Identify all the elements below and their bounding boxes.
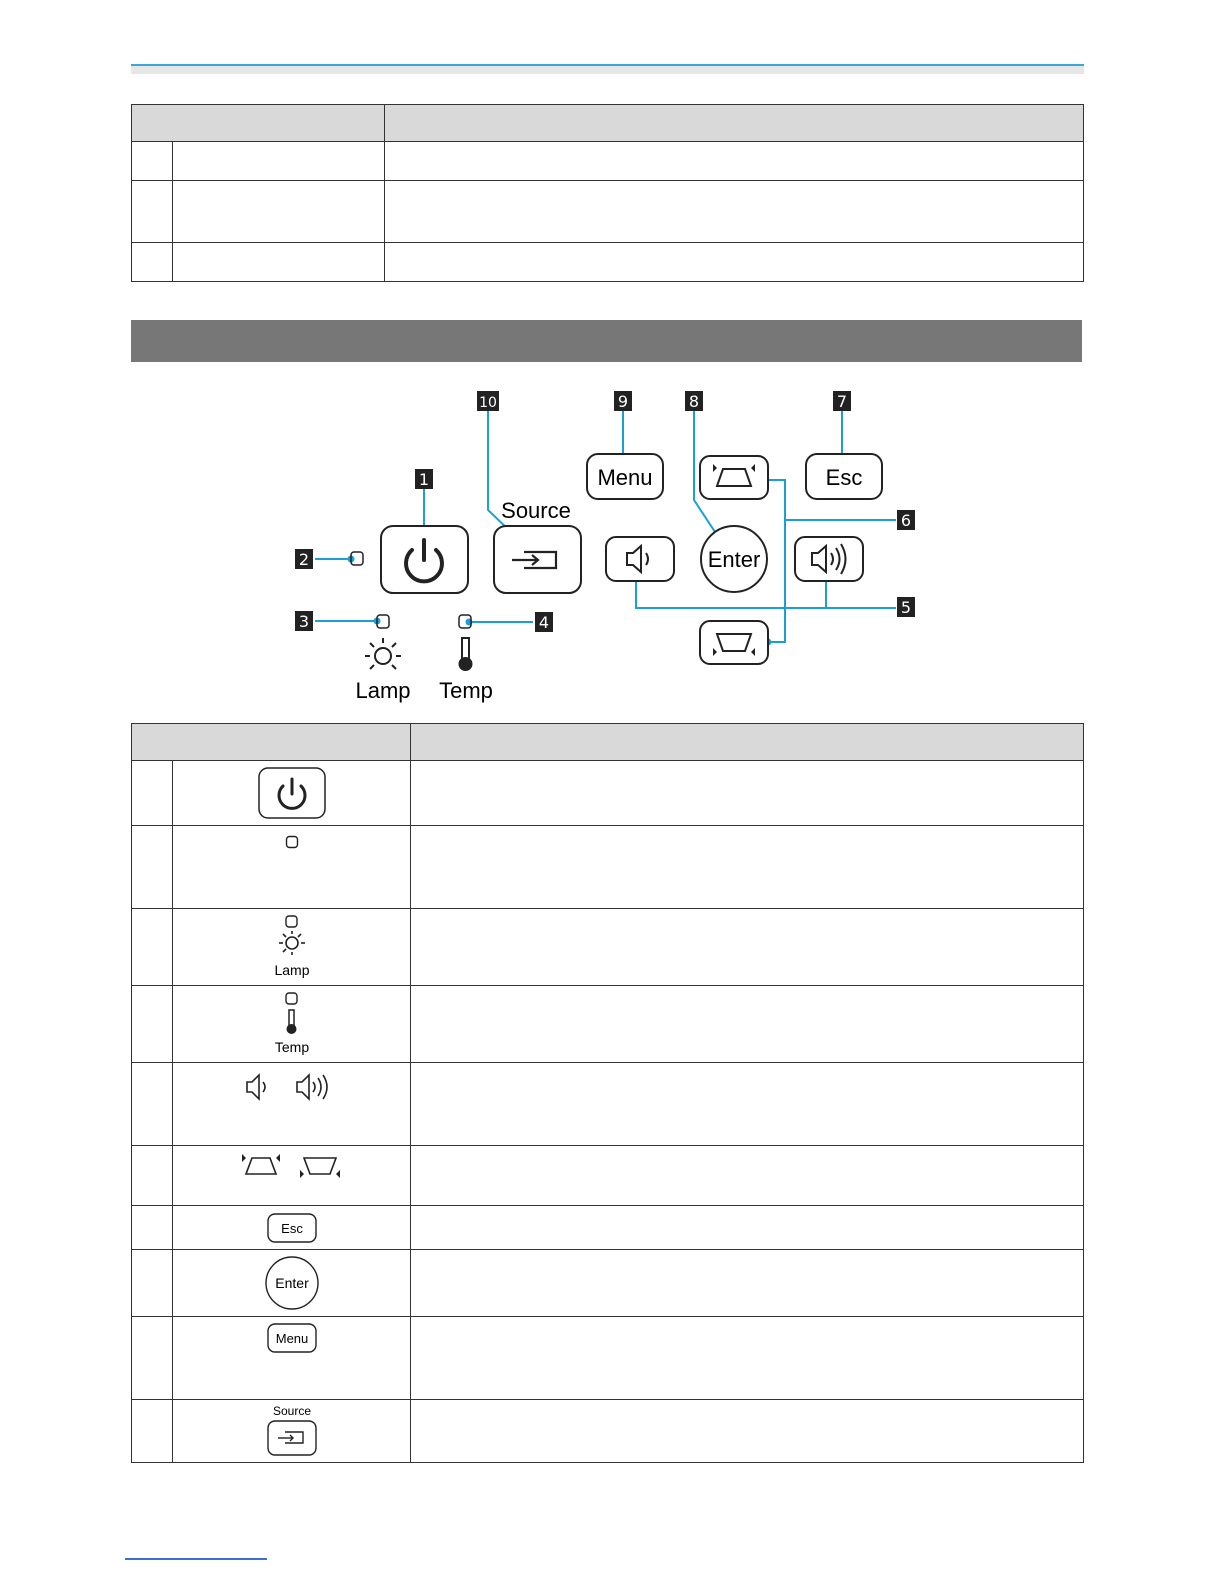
enter-button[interactable] xyxy=(701,526,767,592)
temp-row-label: Temp xyxy=(274,1039,309,1055)
table-row xyxy=(132,181,1084,243)
svg-text:1: 1 xyxy=(418,470,430,489)
table-row xyxy=(132,1063,1084,1146)
source-label: Source xyxy=(501,498,571,523)
table-row xyxy=(132,986,1084,1063)
svg-text:9: 9 xyxy=(617,392,629,411)
menu-button[interactable] xyxy=(587,454,663,499)
svg-text:8: 8 xyxy=(688,392,700,411)
control-panel-parts-table xyxy=(131,723,1084,1463)
callout-badge-10 xyxy=(477,391,499,411)
header-name-cell xyxy=(132,105,385,142)
table-row xyxy=(132,1250,1084,1317)
temp-indicator-icon xyxy=(262,991,322,1057)
callout-badge-4 xyxy=(535,612,553,632)
parts-table-top xyxy=(131,104,1084,282)
svg-text:Enter: Enter xyxy=(707,547,761,572)
power-indicator-icon xyxy=(285,835,299,849)
source-button[interactable] xyxy=(494,526,581,593)
callout-badge-5 xyxy=(897,597,915,617)
table-row xyxy=(132,1206,1084,1250)
svg-text:Menu: Menu xyxy=(275,1331,308,1346)
svg-text:2: 2 xyxy=(298,550,310,569)
table-header-row xyxy=(132,105,1084,142)
svg-text:Enter: Enter xyxy=(274,1275,309,1291)
esc-button[interactable] xyxy=(806,454,882,499)
svg-text:4: 4 xyxy=(538,613,550,632)
volume-buttons-icon xyxy=(242,1071,342,1103)
enter-button-icon xyxy=(263,1254,321,1312)
table-row xyxy=(132,909,1084,986)
callout-badge-3 xyxy=(295,611,313,631)
svg-text:Source: Source xyxy=(272,1404,311,1418)
svg-text:Esc: Esc xyxy=(280,1220,303,1236)
table-row xyxy=(132,1146,1084,1206)
page-header-rule xyxy=(131,64,1084,74)
table-row xyxy=(132,1400,1084,1463)
table-row xyxy=(132,761,1084,826)
menu-button-icon xyxy=(266,1322,318,1354)
callout-badge-7 xyxy=(833,391,851,411)
svg-text:6: 6 xyxy=(900,511,912,530)
svg-text:Esc: Esc xyxy=(825,465,863,490)
keystone-down-button[interactable] xyxy=(700,621,768,664)
volume-down-button[interactable] xyxy=(606,537,674,581)
callout-badge-9 xyxy=(614,391,632,411)
svg-text:5: 5 xyxy=(900,598,912,617)
volume-up-button[interactable] xyxy=(795,537,863,581)
lamp-indicator-icon xyxy=(262,914,322,980)
table-row xyxy=(132,1317,1084,1400)
callout-badge-1 xyxy=(415,469,433,489)
header-name-cell xyxy=(132,724,411,761)
header-function-cell xyxy=(411,724,1084,761)
keystone-buttons-icon xyxy=(240,1152,344,1180)
svg-text:3: 3 xyxy=(298,612,310,631)
table-row xyxy=(132,142,1084,181)
lamp-row-label: Lamp xyxy=(273,962,310,978)
callout-badge-2 xyxy=(295,549,313,569)
control-panel-diagram xyxy=(131,380,931,710)
source-button-icon xyxy=(265,1403,319,1459)
temp-icon xyxy=(459,638,473,671)
power-button[interactable] xyxy=(381,526,468,593)
keystone-up-button[interactable] xyxy=(700,456,768,499)
table-header-row xyxy=(132,724,1084,761)
callout-badge-6 xyxy=(897,510,915,530)
header-function-cell xyxy=(385,105,1084,142)
footer-link-underline[interactable] xyxy=(125,1558,267,1560)
esc-button-icon xyxy=(266,1212,318,1244)
lamp-icon xyxy=(365,638,401,669)
callout-badge-8 xyxy=(685,391,703,411)
svg-text:Menu: Menu xyxy=(597,465,653,490)
lamp-label: Lamp xyxy=(355,678,411,703)
power-button-icon xyxy=(257,766,327,820)
temp-label: Temp xyxy=(439,678,493,703)
section-heading-bar xyxy=(131,320,1082,362)
svg-text:7: 7 xyxy=(836,392,848,411)
svg-text:10: 10 xyxy=(479,395,497,411)
table-row xyxy=(132,243,1084,282)
table-row xyxy=(132,826,1084,909)
